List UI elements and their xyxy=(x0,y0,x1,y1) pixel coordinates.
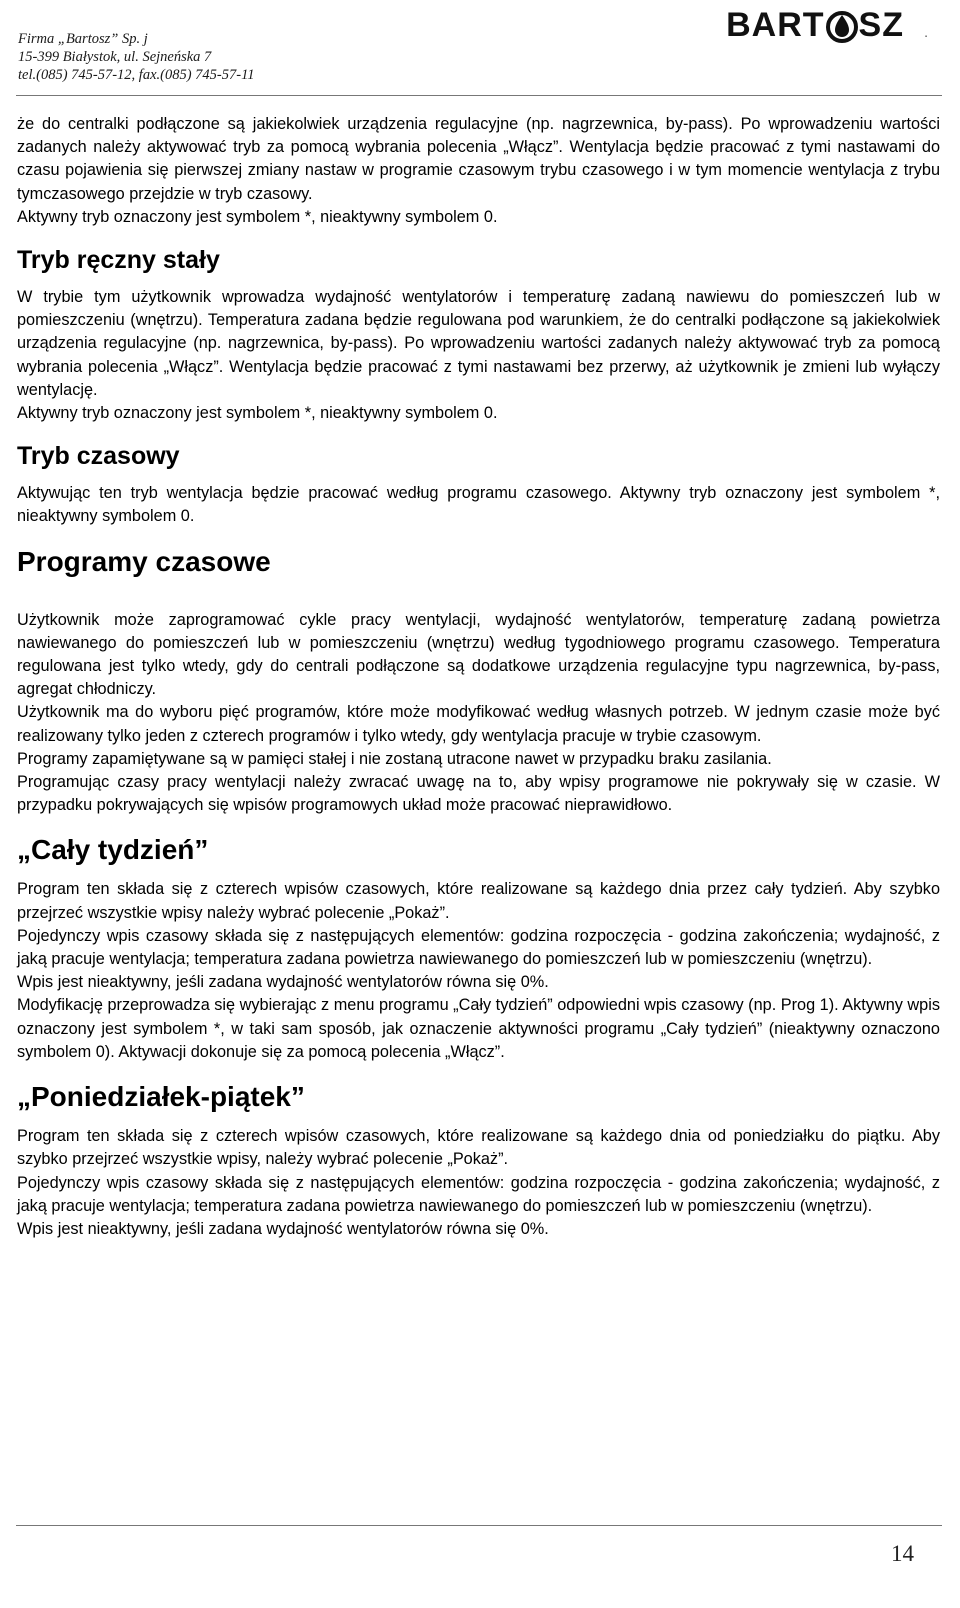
caly-paragraph-2: Pojedynczy wpis czasowy składa się z następujących elementów: godzina rozpoczęcia - godzina zakończenia; wydajność, z jaką pracuje wentylacja; temperatura zadana powietrza nawiewanego do pomieszczeń lub w pomieszczeniu (wnętrzu). xyxy=(17,926,940,969)
company-address: 15-399 Białystok, ul. Sejneńska 7 xyxy=(18,49,212,65)
caly-paragraph-3: Wpis jest nieaktywny, jeśli zadana wydajność wentylatorów równa się 0%. xyxy=(17,973,549,992)
heading-tryb-czasowy: Tryb czasowy xyxy=(17,442,180,471)
company-phone: tel.(085) 745-57-12, fax.(085) 745-57-11 xyxy=(18,67,255,83)
heading-poniedzialek-piatek: „Poniedziałek-piątek” xyxy=(17,1081,305,1113)
reczny-active-note: Aktywny tryb oznaczony jest symbolem *, nieaktywny symbolem 0. xyxy=(17,404,498,423)
footer-divider xyxy=(16,1525,942,1526)
pon-paragraph-1: Program ten składa się z czterech wpisów czasowych, które realizowane są każdego dnia od poniedziałku do piątku. Aby szybko przejrzeć wszystkie wpisy, należy wybrać polecenie „Pokaż”. xyxy=(17,1127,940,1169)
water-drop-icon xyxy=(826,9,858,43)
caly-paragraph-4: Modyfikację przeprowadza się wybierając z menu programu „Cały tydzień” odpowiedni wpis czasowy (np. Prog 1). Aktywny wpis oznaczony jest symbolem *, w taki sam sposób, jak oznaczenie aktywności programu „Cały tydzień” (nieaktywny oznaczono symbolem 0). Aktywacji dokonuje się za pomocą polecenia „Włącz”. xyxy=(17,996,940,1061)
logo-text-left: BART xyxy=(726,6,825,44)
company-name: Firma „Bartosz” Sp. j xyxy=(18,31,148,47)
page-header xyxy=(18,6,942,100)
reczny-paragraph: W trybie tym użytkownik wprowadza wydajność wentylatorów i temperaturę zadaną nawiewu do pomieszczeń lub w pomieszczeniu (wnętrzu). Temperatura zadana będzie regulowana pod warunkiem, że do centralki podłączone są jakiekolwiek urządzenia regulacyjne (np. nagrzewnica, by-pass). Po wprowadzeniu wartości zadanych należy aktywować tryb za pomocą wybrania polecenia „Włącz”. Wentylacja będzie pracować z tymi nastawami bez przerwy, aż użytkownik je zmieni lub wyłączy wentylację. xyxy=(17,288,940,399)
logo-dot: . xyxy=(924,24,928,40)
heading-tryb-reczny: Tryb ręczny stały xyxy=(17,246,220,275)
pon-paragraph-3: Wpis jest nieaktywny, jeśli zadana wydajność wentylatorów równa się 0%. xyxy=(17,1219,549,1238)
intro-paragraph: że do centralki podłączone są jakiekolwiek urządzenia regulacyjne (np. nagrzewnica, by-pass). Po wprowadzeniu wartości zadanych należy aktywować tryb za pomocą wybrania polecenia „Włącz”. Wentylacja będzie pracować z tymi nastawami do czasu pojawienia się pierwszej zmiany nastaw w programie czasowym trybu czasowego i w tym momencie wentylacja z trybu tymczasowego przejdzie w tryb czasowy. xyxy=(17,115,940,203)
document-body xyxy=(17,113,940,1241)
czasowy-paragraph: Aktywując ten tryb wentylacja będzie pracować według programu czasowego. Aktywny tryb oznaczony jest symbolem *, nieaktywny symbolem 0. xyxy=(17,484,940,526)
programy-paragraph-2: Użytkownik ma do wyboru pięć programów, które może modyfikować według własnych potrzeb. W jednym czasie może być realizowany tylko jeden z czterech programów i tylko wtedy, gdy wentylacja pracuje w trybie czasowym. xyxy=(17,703,940,745)
page-number: 14 xyxy=(891,1541,914,1566)
programy-paragraph-4: Programując czasy pracy wentylacji należy zwracać uwagę na to, aby wpisy programowe nie pokrywały się w czasie. W przypadku pokrywających się wpisów programowych układ może pracować nieprawidłowo. xyxy=(17,773,940,815)
pon-paragraph-2: Pojedynczy wpis czasowy składa się z następujących elementów: godzina rozpoczęcia - godzina zakończenia; wydajność, z jaką pracuje wentylacja; temperatura zadana powietrza nawiewanego do pomieszczeń lub w pomieszczeniu (wnętrzu). xyxy=(17,1173,940,1215)
bartosz-logo xyxy=(726,6,904,45)
caly-paragraph-1: Program ten składa się z czterech wpisów czasowych, które realizowane są każdego dnia przez cały tydzień. Aby szybko przejrzeć wszystkie wpisy należy wybrać polecenie „Pokaż”. xyxy=(17,880,940,922)
heading-programy-czasowe: Programy czasowe xyxy=(17,545,271,577)
intro-active-note: Aktywny tryb oznaczony jest symbolem *, nieaktywny symbolem 0. xyxy=(17,207,498,226)
programy-paragraph-1: Użytkownik może zaprogramować cykle pracy wentylacji, wydajność wentylatorów, temperaturę zadaną powietrza nawiewanego do pomieszczeń lub w pomieszczeniu (wnętrzu) według tygodniowego programu czasowego. Temperatura regulowana jest tylko wtedy, gdy do centrali podłączone są dodatkowe urządzenia regulacyjne typu nagrzewnica, by-pass, agregat chłodniczy. xyxy=(17,610,940,699)
programy-paragraph-3: Programy zapamiętywane są w pamięci stałej i nie zostaną utracone nawet w przypadku braku zasilania. xyxy=(17,749,772,768)
heading-caly-tydzien: „Cały tydzień” xyxy=(17,834,209,866)
header-divider xyxy=(16,95,942,96)
logo-text-right: SZ xyxy=(858,6,904,44)
